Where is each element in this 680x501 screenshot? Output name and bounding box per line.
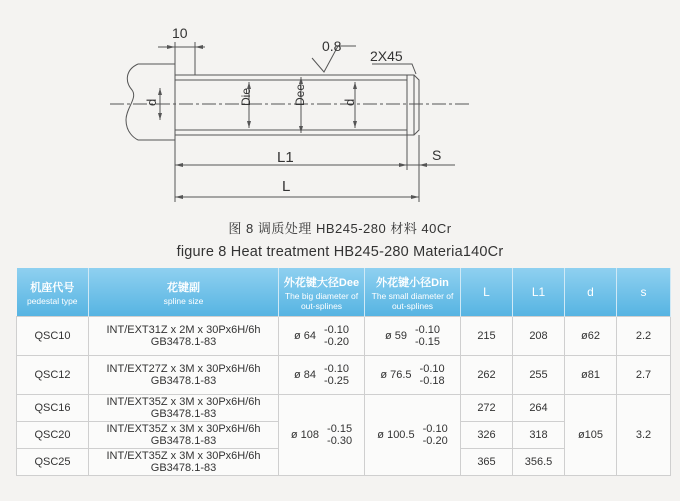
- roughness-label: 0.8: [322, 38, 342, 54]
- spec-table: [16, 268, 671, 476]
- sleeve-end: [407, 75, 419, 135]
- arrow: [247, 82, 251, 89]
- arrow: [399, 163, 407, 167]
- table-row: [17, 395, 671, 422]
- arrow: [353, 121, 357, 128]
- cell-small-diameter: ø 76.5 -0.10 -0.18: [365, 356, 461, 395]
- chamfer-leader: [372, 64, 416, 74]
- arrow: [247, 121, 251, 128]
- figure-caption-chinese: 图 8 调质处理 HB245-280 材料 40Cr: [228, 221, 452, 236]
- cell-d-group: ø105: [565, 395, 617, 476]
- cell-type: QSC12: [17, 356, 89, 395]
- break-line: [126, 64, 138, 140]
- label-l1: L1: [277, 149, 294, 166]
- cell-L: 365: [461, 449, 513, 476]
- dim-label-10: 10: [172, 25, 188, 41]
- cell-L: 272: [461, 395, 513, 422]
- header-s: s: [617, 268, 671, 317]
- header-L: L: [461, 268, 513, 317]
- arrow: [419, 163, 427, 167]
- label-dee: Dee: [293, 83, 307, 106]
- header-small-diameter: 外花键小径Din The small diameter of out-splines: [365, 268, 461, 317]
- cell-spline: INT/EXT35Z x 3M x 30Px6H/6h GB3478.1-83: [89, 422, 279, 449]
- header-spline: 花键副 spline size: [89, 268, 279, 317]
- cell-L1: 208: [513, 317, 565, 356]
- header-L1: L1: [513, 268, 565, 317]
- arrow: [195, 45, 203, 49]
- cell-type: QSC20: [17, 422, 89, 449]
- label-die: Die: [239, 87, 253, 106]
- arrow: [353, 82, 357, 89]
- label-d-right: d: [342, 98, 357, 106]
- cell-L1: 255: [513, 356, 565, 395]
- cell-spline: INT/EXT35Z x 3M x 30Px6H/6h GB3478.1-83: [89, 449, 279, 476]
- arrow: [175, 163, 183, 167]
- cell-spline: INT/EXT27Z x 3M x 30Px6H/6h GB3478.1-83: [89, 356, 279, 395]
- cell-big-diameter: ø 84 -0.10 -0.25: [279, 356, 365, 395]
- figure-caption-english: figure 8 Heat treatment HB245-280 Materia140Cr: [176, 244, 504, 260]
- cell-L1: 318: [513, 422, 565, 449]
- cell-L: 326: [461, 422, 513, 449]
- label-s: S: [432, 147, 442, 163]
- arrow: [175, 195, 183, 199]
- sleeve-body: [175, 75, 407, 135]
- cell-big-diameter: ø 64 -0.10 -0.20: [279, 317, 365, 356]
- cell-type: QSC10: [17, 317, 89, 356]
- cell-s: 2.7: [617, 356, 671, 395]
- cell-type: QSC25: [17, 449, 89, 476]
- cell-L1: 356.5: [513, 449, 565, 476]
- table-header-row: [17, 268, 671, 317]
- arrow: [158, 88, 162, 95]
- header-pedestal: 机座代号 pedestal type: [17, 268, 89, 317]
- cell-s: 2.2: [617, 317, 671, 356]
- technical-drawing: [0, 0, 680, 215]
- cell-spline: INT/EXT31Z x 2M x 30Px6H/6h GB3478.1-83: [89, 317, 279, 356]
- cell-d: ø81: [565, 356, 617, 395]
- cell-s-group: 3.2: [617, 395, 671, 476]
- header-d: d: [565, 268, 617, 317]
- cell-L: 262: [461, 356, 513, 395]
- header-big-diameter: 外花键大径Dee The big diameter of out-splines: [279, 268, 365, 317]
- cell-small-diameter-group: ø 100.5 -0.10 -0.20: [365, 395, 461, 476]
- cell-type: QSC16: [17, 395, 89, 422]
- chamfer-label: 2X45: [370, 48, 403, 64]
- arrow: [167, 45, 175, 49]
- table-row: [17, 356, 671, 395]
- table-row: [17, 317, 671, 356]
- cell-spline: INT/EXT35Z x 3M x 30Px6H/6h GB3478.1-83: [89, 395, 279, 422]
- label-d-left: d: [144, 98, 159, 106]
- cell-d: ø62: [565, 317, 617, 356]
- cell-L1: 264: [513, 395, 565, 422]
- arrow: [411, 195, 419, 199]
- cell-big-diameter-group: ø 108 -0.15 -0.30: [279, 395, 365, 476]
- arrow: [158, 113, 162, 120]
- cell-L: 215: [461, 317, 513, 356]
- label-l: L: [282, 178, 291, 195]
- cell-small-diameter: ø 59 -0.10 -0.15: [365, 317, 461, 356]
